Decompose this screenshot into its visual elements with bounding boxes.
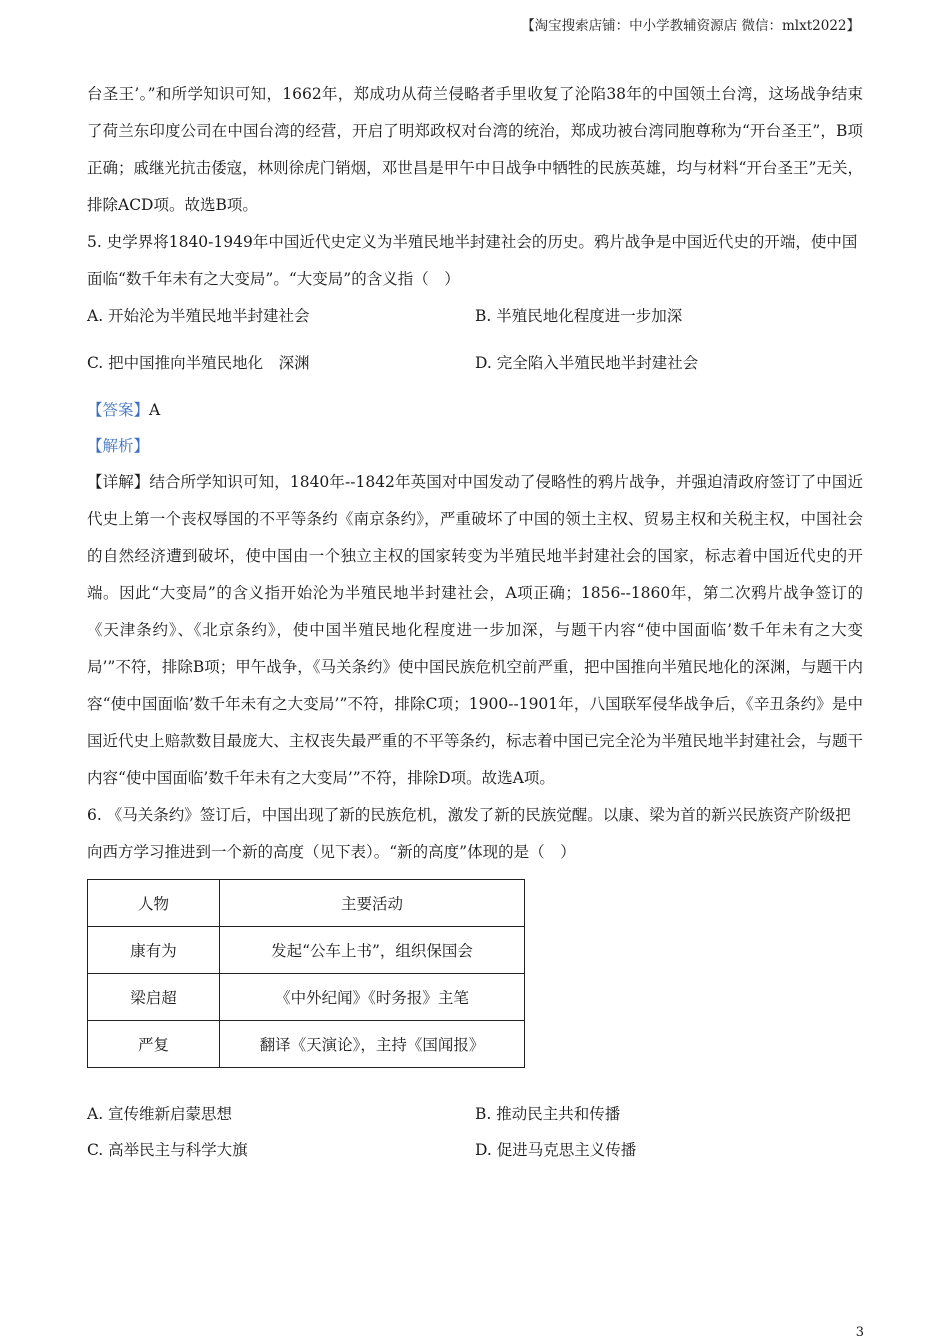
page-number: 3 [855, 1325, 864, 1340]
table-header-activity: 主要活动 [220, 880, 525, 927]
q5-option-b: B. 半殖民地化程度进一步加深 [475, 307, 683, 325]
q5-answer [87, 392, 863, 428]
answer-label: 【答案】 [87, 401, 150, 419]
table-cell-activity: 翻译《天演论》，主持《国闻报》 [220, 1021, 525, 1068]
q5-detail [87, 464, 863, 797]
question-5-stem: 5. 史学界将1840-1949年中国近代史定义为半殖民地半封建社会的历史。鸦片战争是中国近代史的开端，使中国面临“数千年未有之大变局”。“大变局”的含义指（ ） [87, 233, 858, 288]
figures-table [87, 879, 525, 1068]
table-row [88, 1021, 525, 1068]
answer-value: A [149, 401, 161, 419]
question-6-stem: 6. 《马关条约》签订后，中国出现了新的民族危机，激发了新的民族觉醒。以康、梁为首的新兴民族资产阶级把向西方学习推进到一个新的高度（见下表）。“新的高度”体现的是（ ） [87, 806, 851, 861]
table-header-row [88, 880, 525, 927]
q6-option-c: C. 高举民主与科学大旗 [87, 1141, 248, 1159]
q5-option-d: D. 完全陷入半殖民地半封建社会 [475, 354, 699, 372]
q5-option-c: C. 把中国推向半殖民地化 深渊 [87, 354, 310, 372]
q6-option-b: B. 推动民主共和传播 [475, 1105, 621, 1123]
page-content [87, 76, 863, 1168]
table-cell-activity: 发起“公车上书”，组织保国会 [220, 927, 525, 974]
q6-option-d: D. 促进马克思主义传播 [475, 1141, 637, 1159]
q5-analysis [87, 428, 863, 464]
q6-option-a: A. 宣传维新启蒙思想 [87, 1105, 233, 1123]
table-cell-person: 严复 [88, 1021, 220, 1068]
table-row [88, 927, 525, 974]
previous-answer-paragraph: 台圣王’。”和所学知识可知，1662年，郑成功从荷兰侵略者手里收复了沦陷38年的中国领土台湾，这场战争结束了荷兰东印度公司在中国台湾的经营，开启了明郑政权对台湾的统治，郑成功被台湾同胞尊称为“开台圣王”，B项正确；戚继光抗击倭寇，林则徐虎门销烟，邓世昌是甲午中日战争中牺牲的民族英雄，均与材料“开台圣王”无关，排除ACD项。故选B项。 [87, 85, 863, 214]
q5-option-a: A. 开始沦为半殖民地半封建社会 [87, 307, 310, 325]
analysis-label: 【解析】 [87, 437, 150, 455]
detail-label: 【详解】 [87, 473, 150, 491]
table-row [88, 974, 525, 1021]
table-cell-person: 梁启超 [88, 974, 220, 1021]
table-cell-activity: 《中外纪闻》《时务报》主笔 [220, 974, 525, 1021]
question-5-options [87, 298, 863, 392]
detail-text: 结合所学知识可知，1840年--1842年英国对中国发动了侵略性的鸦片战争，并强迫清政府签订了中国近代史上第一个丧权辱国的不平等条约《南京条约》，严重破坏了中国的领土主权、贸易主权和关税主权，中国社会的自然经济遭到破坏，使中国由一个独立主权的国家转变为半殖民地半封建社会的国家，标志着中国近代史的开端。因此“大变局”的含义指开始沦为半殖民地半封建社会，A项正确；1856--1860年，第二次鸦片战争签订的《天津条约》、《北京条约》，使中国半殖民地化程度进一步加深，与题干内容“使中国面临’数千年未有之大变局’”不符，排除B项；甲午战争，《马关条约》使中国民族危机空前严重，把中国推向半殖民地化的深渊，与题干内容“使中国面临’数千年未有之大变局’”不符，排除C项；1900--1901年，八国联军侵华战争后，《辛丑条约》是中国近代史上赔款数目最庞大、主权丧失最严重的不平等条约，标志着中国已完全沦为半殖民地半封建社会，与题干内容“使中国面临’数千年未有之大变局’”不符，排除D项。故选A项。 [87, 473, 863, 787]
table-header-person: 人物 [88, 880, 220, 927]
page-header: 【淘宝搜索店铺：中小学教辅资源店 微信：mlxt2022】 [521, 18, 860, 34]
table-cell-person: 康有为 [88, 927, 220, 974]
question-6-options [87, 1096, 863, 1168]
